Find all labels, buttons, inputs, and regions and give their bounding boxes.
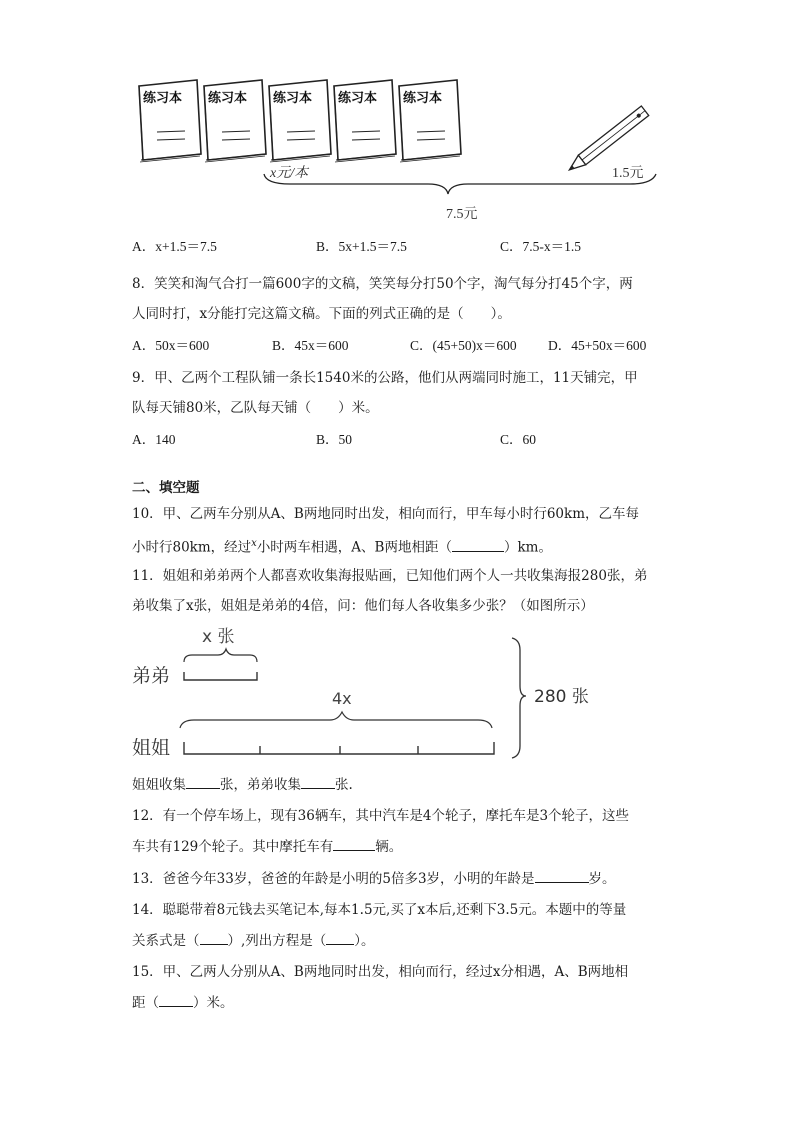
brother-label: 弟弟 [132,665,171,687]
brother-answer-blank[interactable] [301,774,335,789]
q9-option-a[interactable]: A．140 [132,432,176,447]
q10-variable: x [251,538,257,549]
q11-text-line1: 11．姐姐和弟弟两个人都喜欢收集海报贴画，已知他们两个人一共收集海报280张，弟 [132,568,648,584]
segment-diagram [132,622,612,772]
q8-option-a[interactable]: A．50x＝600 [132,338,210,353]
q9-option-c[interactable]: C．60 [500,432,537,447]
q12-text-line2 [132,836,402,857]
q14-relation-blank[interactable] [200,930,228,945]
book-label-4: 练习本 [338,91,378,106]
q11-answer-post: 张. [335,777,353,793]
q11-answer-pre: 姐姐收集 [132,777,186,793]
q9-text-line1: 9．甲、乙两个工程队铺一条长1540米的公路，他们从两端同时施工，11天铺完，甲 [132,370,638,386]
q14-line2-c: ）。 [354,933,375,949]
q11-answer-line [132,774,353,795]
q8-option-b[interactable]: B．45x＝600 [272,338,349,353]
q10-line2-pre: 小时行80km，经过 [132,539,252,556]
q10-line2-mid: 小时两车相遇，A、B两地相距（ [256,539,452,556]
sister-answer-blank[interactable] [186,774,220,789]
q15-text-line1: 15．甲、乙两人分别从A、B两地同时出发，相向而行，经过x分相遇，A、B两地相 [132,964,629,980]
q13-text-line [132,868,616,889]
q10-line2-post: ）km。 [503,539,552,556]
x-label: x 张 [202,627,235,647]
q15-text-line2 [132,992,234,1013]
book-label-2: 练习本 [208,91,248,106]
q7-illustration [130,78,670,228]
total-label: 280 张 [534,687,589,707]
q14-text-line2 [132,930,375,951]
q14-equation-blank[interactable] [326,930,354,945]
total-brace [512,638,526,758]
book-label-1: 练习本 [143,91,183,106]
q8-text-line1: 8．笑笑和淘气合打一篇600字的文稿，笑笑每分打50个字，淘气每分打45个字，两 [132,276,633,292]
brother-segment [184,672,257,680]
q8-text-line2: 人同时打，x分能打完这篇文稿。下面的列式正确的是（ ）。 [132,306,511,322]
q7-option-b[interactable]: B．5x+1.5＝7.5 [316,239,407,254]
total-price-label: 7.5元 [446,207,478,222]
q10-text-line2 [132,534,552,558]
q14-text-line1: 14．聪聪带着8元钱去买笔记本,每本1.5元,买了x本后,还剩下3.5元。本题中的等量 [132,902,627,918]
q13-answer-blank[interactable] [535,868,589,883]
q10-text-line1: 10．甲、乙两车分别从A、B两地同时出发，相向而行，甲车每小时行60km，乙车每 [132,506,640,522]
q7-option-a[interactable]: A．x+1.5＝7.5 [132,239,217,254]
q15-answer-blank[interactable] [159,992,193,1007]
q15-line2-post: ）米。 [193,995,234,1011]
q11-text-line2: 弟收集了x张，姐姐是弟弟的4倍，问：他们每人各收集多少张？（如图所示） [132,598,594,614]
q10-answer-blank[interactable] [452,537,504,552]
q8-option-d[interactable]: D．45+50x＝600 [548,338,647,353]
q11-diagram [132,622,612,772]
q12-answer-blank[interactable] [333,836,375,851]
q8-option-c[interactable]: C．(45+50)x＝600 [410,338,517,353]
q15-line2-pre: 距（ [132,995,159,1011]
q13-line-post: 岁。 [588,871,616,887]
q12-line2-post: 辆。 [375,839,403,855]
q12-text-line1: 12．有一个停车场上，现有36辆车，其中汽车是4个轮子，摩托车是3个轮子，这些 [132,808,630,824]
sister-label: 姐姐 [132,737,171,759]
sister-segment [184,742,494,754]
pencil-price-label: 1.5元 [612,166,644,181]
q11-answer-mid: 张，弟弟收集 [220,777,301,793]
total-brace [264,174,656,194]
sister-brace [180,712,492,728]
q12-line2-pre: 车共有129个轮子。其中摩托车有 [132,839,334,855]
four-x-label: 4x [332,689,352,708]
book-label-3: 练习本 [273,91,313,106]
book-label-5: 练习本 [403,91,443,106]
q7-option-c[interactable]: C．7.5-x＝1.5 [500,239,581,254]
q9-text-line2: 队每天铺80米，乙队每天铺（ ）米。 [132,400,379,416]
section-title: 二、填空题 [132,480,200,496]
q7-figure [130,78,670,228]
q13-line-pre: 13．爸爸今年33岁，爸爸的年龄是小明的5倍多3岁，小明的年龄是 [132,871,535,887]
q14-line2-a: 关系式是（ [132,933,200,949]
brother-brace [184,649,257,662]
q9-option-b[interactable]: B．50 [316,432,353,447]
price-each-label: x元/本 [270,166,309,181]
q14-line2-b: ）,列出方程是（ [227,933,327,949]
